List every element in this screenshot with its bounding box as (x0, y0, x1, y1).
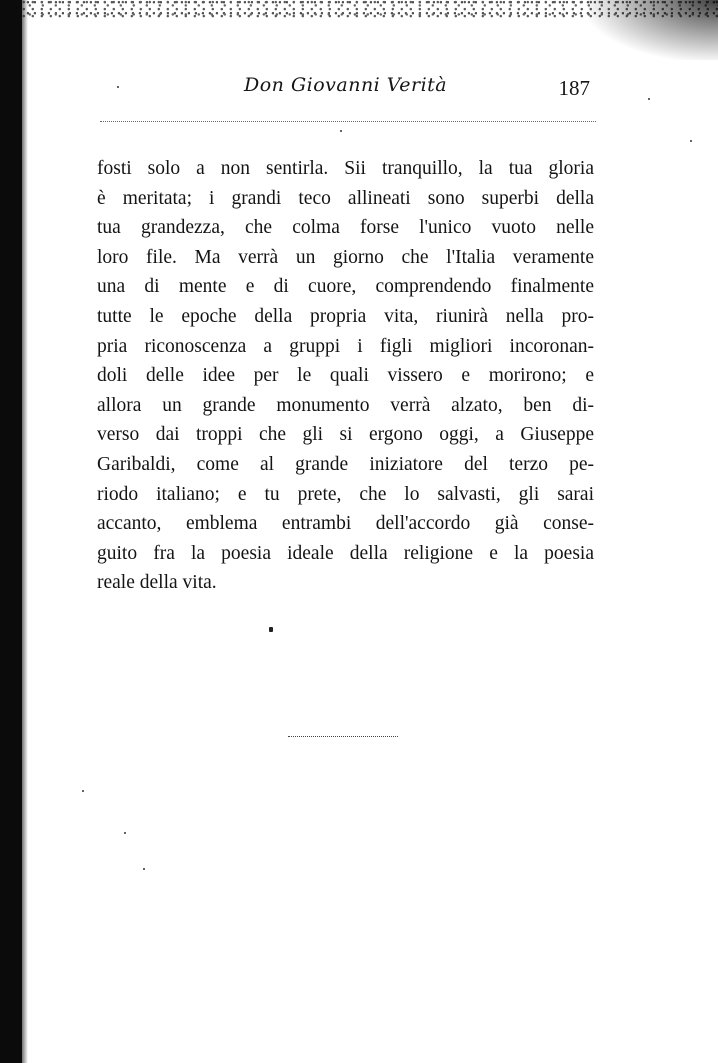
ornament-dot (269, 627, 273, 632)
text-line: accanto, emblema entrambi dell'accordo già conse- (97, 513, 594, 535)
text-line: una di mente e di cuore, comprendendo finalmente (97, 276, 594, 298)
text-line: guito fra la poesia ideale della religione e la poesia (97, 542, 594, 564)
text-line: verso dai troppi che gli si ergono oggi, a Giuseppe (97, 424, 594, 446)
text-line: Garibaldi, come al grande iniziatore del terzo pe- (97, 453, 594, 475)
scan-speck (82, 790, 84, 792)
scan-speck (340, 130, 342, 132)
end-rule (288, 736, 398, 737)
scan-speck (690, 140, 692, 142)
text-line: doli delle idee per le quali vissero e morirono; e (97, 365, 594, 387)
body-text (97, 154, 594, 598)
scan-gutter-edge (0, 0, 22, 1063)
text-line: tutte le epoche della propria vita, riunirà nella pro- (97, 305, 594, 327)
text-line: loro file. Ma verrà un giorno che l'Italia veramente (97, 246, 594, 268)
header-rule (100, 121, 596, 122)
scan-speck (124, 832, 126, 834)
scan-speck (143, 868, 145, 870)
text-line: riodo italiano; e tu prete, che lo salvasti, gli sarai (97, 483, 594, 505)
text-line: pria riconoscenza a gruppi i figli migliori incoronan- (97, 335, 594, 357)
scan-corner-smudge (588, 0, 718, 60)
text-line: tua grandezza, che colma forse l'unico vuoto nelle (97, 217, 594, 239)
text-line: fosti solo a non sentirla. Sii tranquillo, la tua gloria (97, 158, 594, 179)
text-line: è meritata; i grandi teco allineati sono superbi della (97, 187, 594, 209)
text-line-last: reale della vita. (97, 572, 217, 594)
running-head-title: Don Giovanni Verità (244, 74, 448, 96)
scan-speck (117, 86, 119, 88)
text-line: allora un grande monumento verrà alzato, ben di- (97, 394, 594, 416)
page-number: 187 (558, 76, 590, 100)
running-head (100, 74, 596, 102)
scan-speck (648, 98, 650, 100)
